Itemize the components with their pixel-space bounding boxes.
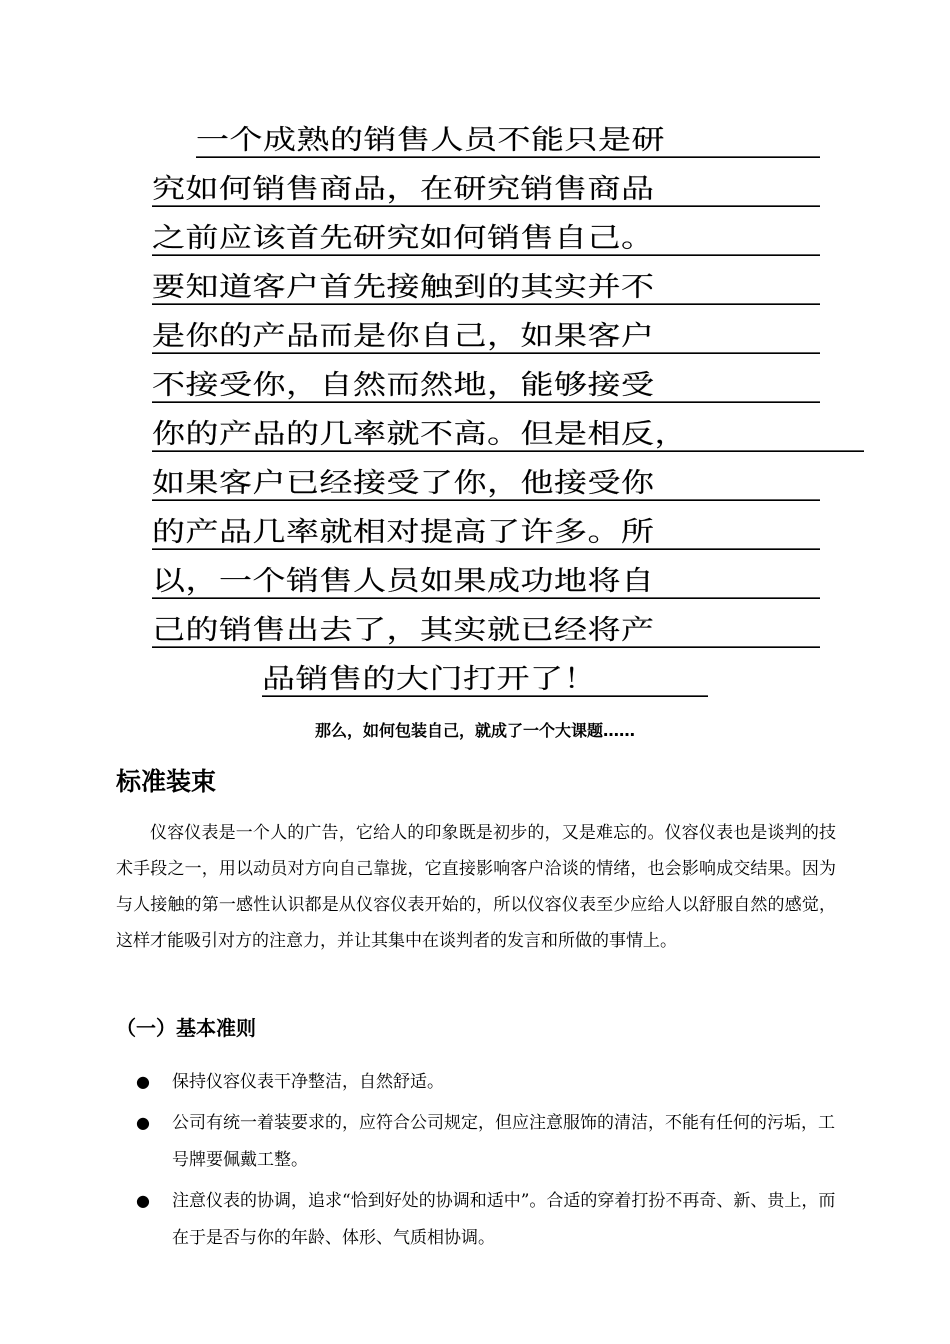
art-text-line: 如果客户已经接受了你，他接受你 bbox=[152, 467, 820, 501]
bullet-icon: ● bbox=[136, 1113, 150, 1132]
art-text-line: 你的产品的几率就不高。但是相反， bbox=[152, 418, 864, 452]
art-text-line: 是你的产品而是你自己，如果客户 bbox=[152, 320, 820, 354]
section-title: 标准装束 bbox=[116, 767, 217, 796]
list-item bbox=[116, 1105, 836, 1179]
intro-paragraph: 仪容仪表是一个人的广告，它给人的印象既是初步的，又是难忘的。仪容仪表也是谈判的技术手段之一，用以动员对方向自己靠拢，它直接影响客户洽谈的情绪，也会影响成交结果。因为与人接触的第一感性认识都是从仪容仪表开始的，所以仪容仪表至少应给人以舒服自然的感觉，这样才能吸引对方的注意力，并让其集中在谈判者的发言和所做的事情上。 bbox=[116, 823, 836, 951]
bullet-icon: ● bbox=[136, 1191, 150, 1210]
list-item-text: 保持仪容仪表干净整洁，自然舒适。 bbox=[172, 1072, 444, 1092]
list-item bbox=[116, 1064, 836, 1101]
list-item bbox=[116, 1183, 836, 1257]
list-item-text: 注意仪表的协调，追求“恰到好处的协调和适中”。合适的穿着打扮不再奇、新、贵上，而在于是否与你的年龄、体形、气质相协调。 bbox=[172, 1191, 836, 1248]
art-text-line: 要知道客户首先接触到的其实并不 bbox=[152, 271, 820, 305]
art-text-line: 究如何销售商品，在研究销售商品 bbox=[152, 173, 820, 207]
subsection-title: （一）基本准则 bbox=[116, 1016, 256, 1040]
art-text-line: 己的销售出去了，其实就已经将产 bbox=[152, 614, 820, 648]
art-text-line: 以，一个销售人员如果成功地将自 bbox=[152, 565, 820, 599]
art-text-line: 之前应该首先研究如何销售自己。 bbox=[152, 222, 820, 256]
art-text-line: 的产品几率就相对提高了许多。所 bbox=[152, 516, 820, 550]
tagline: 那么，如何包装自己，就成了一个大课题…… bbox=[314, 721, 635, 740]
art-text-line: 一个成熟的销售人员不能只是研 bbox=[196, 124, 820, 158]
bullet-icon: ● bbox=[136, 1072, 150, 1091]
bullet-list bbox=[116, 1064, 836, 1261]
art-text-line: 品销售的大门打开了！ bbox=[262, 663, 708, 697]
list-item-text: 公司有统一着装要求的，应符合公司规定，但应注意服饰的清洁，不能有任何的污垢，工号牌要佩戴工整。 bbox=[172, 1113, 835, 1170]
art-text-line: 不接受你，自然而然地，能够接受 bbox=[152, 369, 820, 403]
